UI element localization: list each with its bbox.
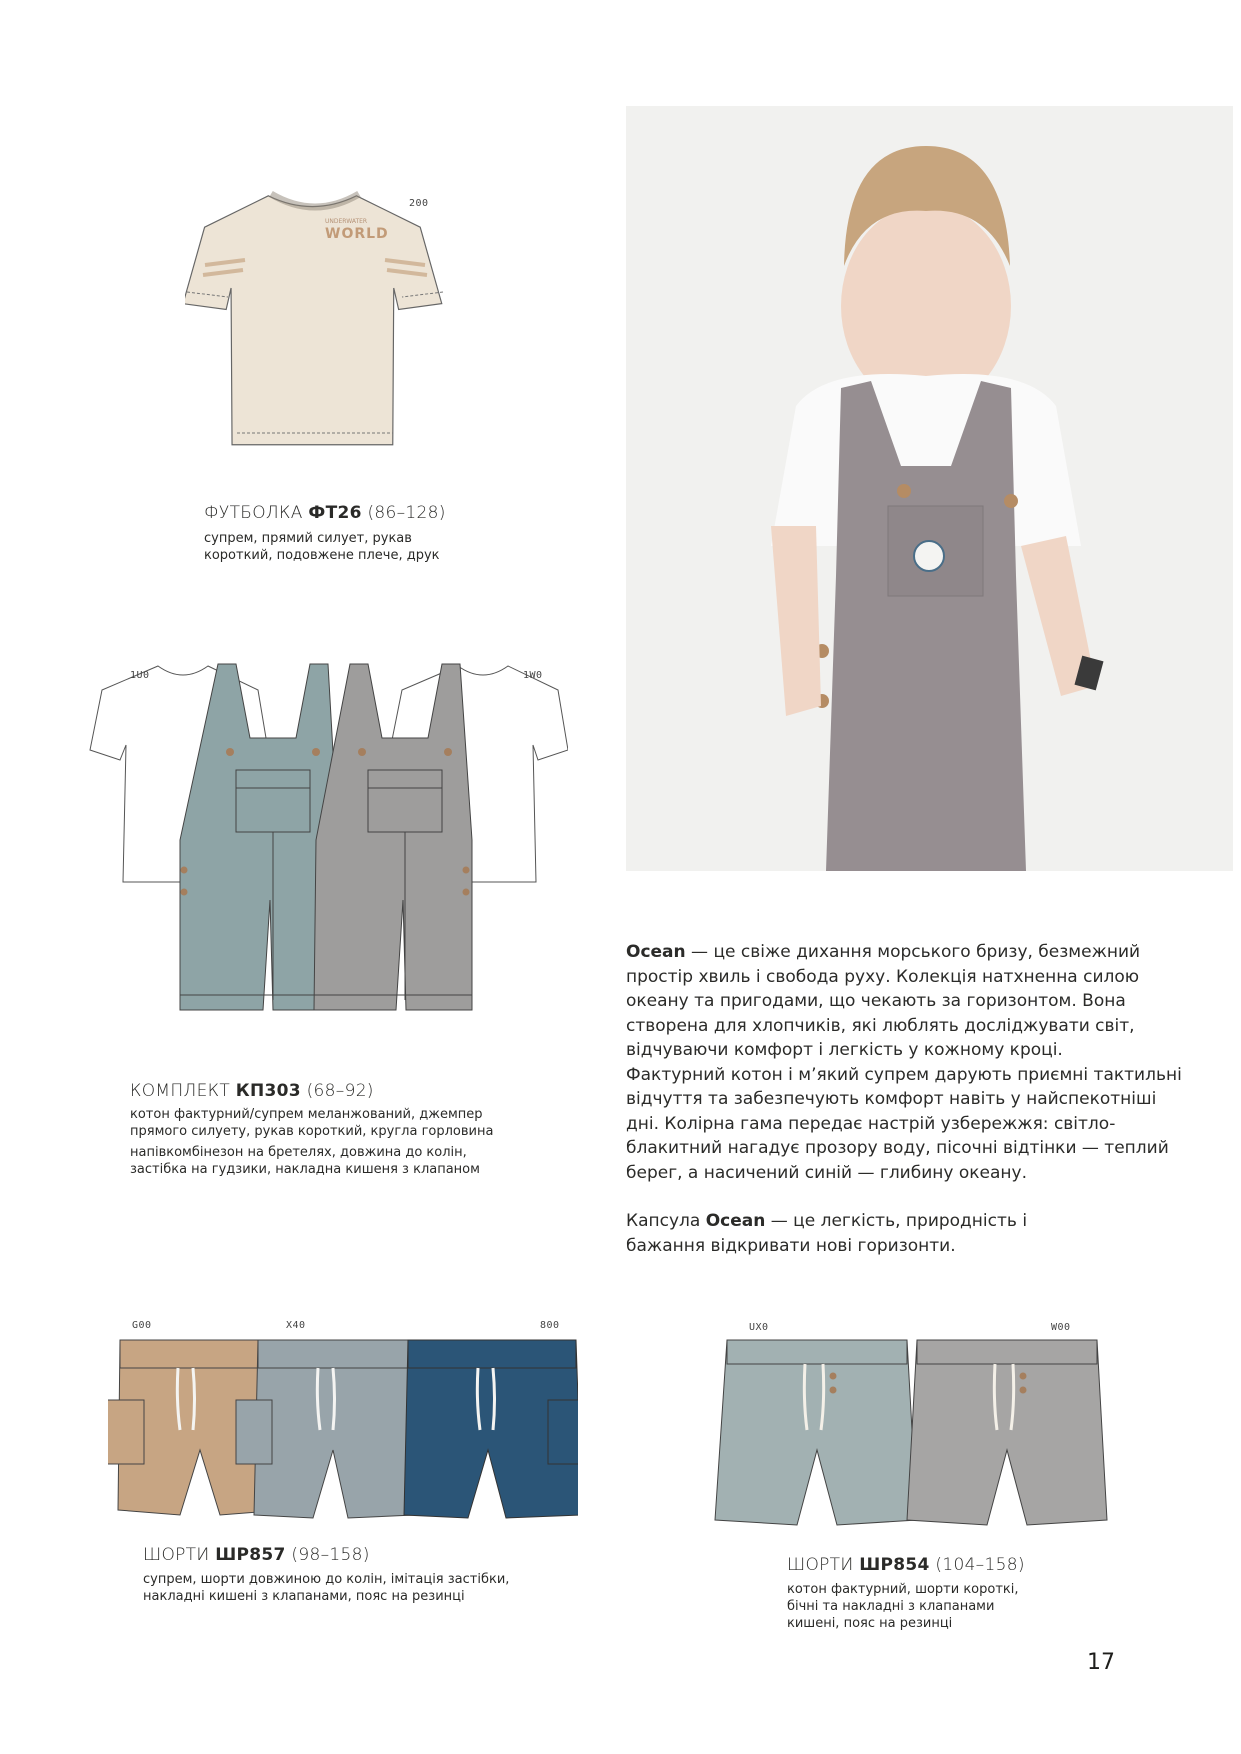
variant-code-right: 1W0	[523, 670, 543, 681]
variant-code: W00	[1051, 1322, 1071, 1333]
tshirt-title: ФУТБОЛКА ФТ26 (86–128)	[204, 503, 446, 523]
shorts857-title: ШОРТИ ШР857 (98–158)	[143, 1545, 370, 1565]
collection-story	[626, 940, 1186, 1258]
set-title: КОМПЛЕКТ КП303 (68–92)	[130, 1081, 374, 1101]
variant-code-left: 1U0	[130, 670, 150, 681]
page-number: 17	[1087, 1650, 1115, 1675]
story-paragraph: Ocean — це свіже дихання морського бризу, безмежний простір хвиль і свобода руху. Колекція натхненна силою океану та пригодами, що чекають за горизонтом. Вона створена для хлопчиків, які люблять досліджувати світ, відчуваючи комфорт і легкість у кожному кроці. Фактурний котон і м’який супрем дарують приємні тактильні відчуття та забезпечують комфорт навіть у найспекотніші дні. Колірна гама передає настрій узбережжя: світло- блакитний нагадує прозору воду, пісочні відтінки — теплий берег, а насичений синій — глибину океану.	[626, 942, 1182, 1183]
shorts854-illustration	[705, 1320, 1110, 1540]
shorts857-description: супрем, шорти довжиною до колін, імітація застібки, накладні кишені з клапанами, пояс на резинці	[143, 1572, 510, 1604]
shorts854-description: котон фактурний, шорти короткі, бічні та накладні з клапанами кишені, пояс на резинці	[787, 1582, 1019, 1631]
variant-code: X40	[286, 1320, 306, 1331]
shorts857-illustration	[108, 1320, 578, 1535]
set-illustration	[88, 660, 568, 1020]
print-small: UNDERWATER	[325, 218, 368, 225]
set-description: котон фактурний/супрем меланжований, джемпер прямого силуету, рукав короткий, кругла горловина напівкомбінезон на бретелях, довжина до колін, застібка на гудзики, накладна кишеня з клапаном	[130, 1107, 494, 1177]
variant-code: G00	[132, 1320, 152, 1331]
model-photo	[626, 106, 1233, 871]
variant-code: 200	[409, 198, 429, 209]
tshirt-description: супрем, прямий силует, рукав короткий, подовжене плече, друк	[204, 531, 440, 563]
shorts854-title: ШОРТИ ШР854 (104–158)	[787, 1555, 1025, 1575]
variant-code: UX0	[749, 1322, 769, 1333]
tshirt-illustration	[185, 180, 445, 460]
print-text: WORLD	[325, 226, 389, 242]
variant-code: 800	[540, 1320, 560, 1331]
capsule-paragraph: Капсула Ocean — це легкість, природність і бажання відкривати нові горизонти.	[626, 1211, 1028, 1256]
